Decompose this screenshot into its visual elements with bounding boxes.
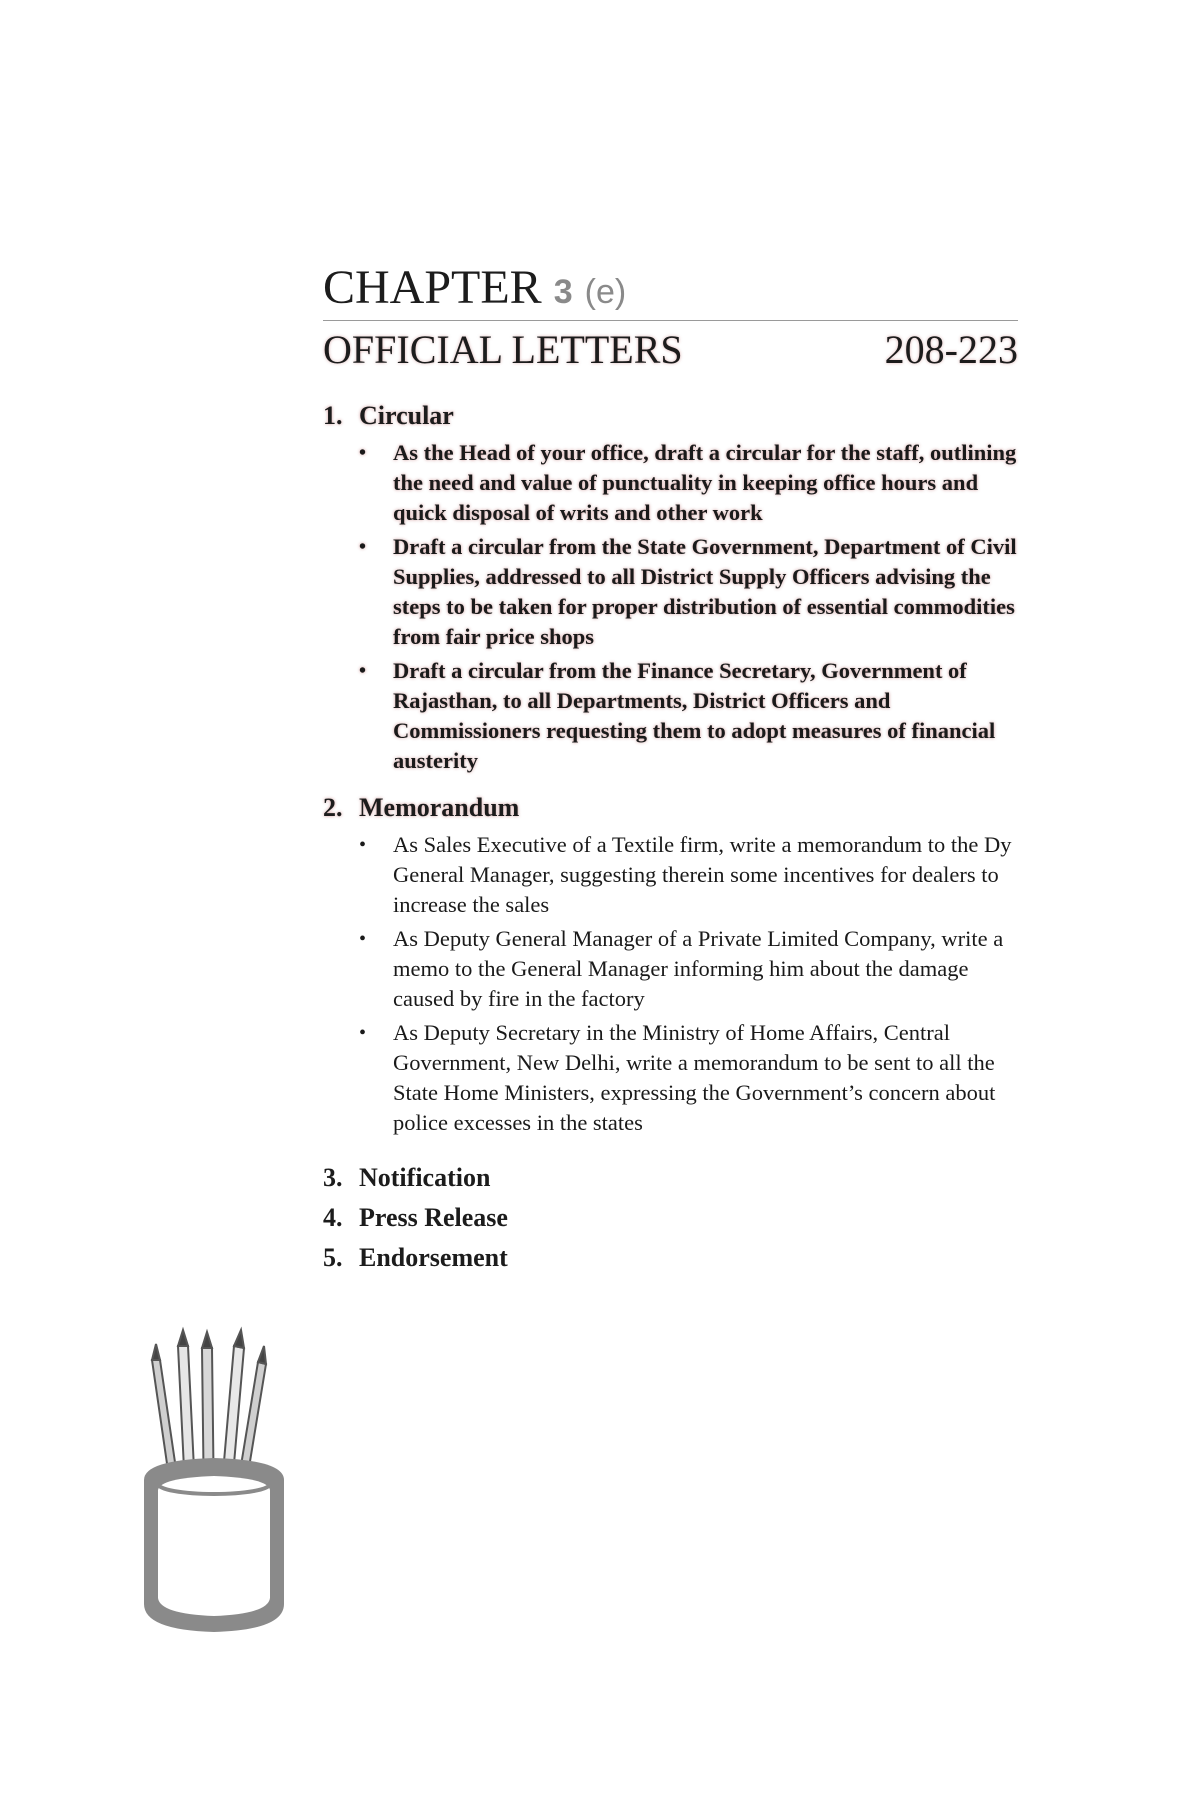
- section-memorandum: [323, 792, 1023, 1138]
- sections-list: [323, 400, 1023, 1278]
- chapter-label: CHAPTER: [323, 261, 542, 314]
- section-heading: [323, 792, 1023, 824]
- chapter-number: 3: [553, 273, 573, 311]
- section-number: 5.: [323, 1243, 343, 1272]
- section-items: [323, 830, 1023, 1138]
- list-item: • As Deputy General Manager of a Private Limited Company, write a memo to the General Manager informing him about the damage caused by fire in the factory: [393, 924, 1023, 1014]
- section-number: 2.: [323, 793, 343, 822]
- list-item: • Draft a circular from the Finance Secretary, Government of Rajasthan, to all Departments, District Officers and Commissioners requesting them to adopt measures of financial austerity: [393, 656, 1023, 776]
- section-notification: [323, 1158, 1023, 1198]
- section-number: 3.: [323, 1163, 343, 1192]
- page-range: 208-223: [884, 327, 1018, 372]
- list-item: • As Deputy Secretary in the Ministry of Home Affairs, Central Government, New Delhi, write a memorandum to be sent to all the State Home Ministers, expressing the Government’s concern about police excesses in the states: [393, 1018, 1023, 1138]
- section-title: Memorandum: [359, 793, 520, 822]
- chapter-suffix: (e): [584, 273, 627, 311]
- section-press-release: [323, 1198, 1023, 1238]
- section-circular: [323, 400, 1023, 776]
- section-number: 1.: [323, 401, 343, 430]
- chapter-title: OFFICIAL LETTERS: [323, 327, 683, 372]
- pencil-cup-icon: [138, 1320, 298, 1640]
- section-title: Notification: [359, 1163, 491, 1192]
- section-number: 4.: [323, 1203, 343, 1232]
- section-title: Circular: [359, 401, 454, 430]
- section-endorsement: [323, 1238, 1023, 1278]
- section-heading: [323, 400, 1023, 432]
- list-item: • As Sales Executive of a Textile firm, write a memorandum to the Dy General Manager, suggesting therein some incentives for dealers to increase the sales: [393, 830, 1023, 920]
- section-title: Endorsement: [359, 1243, 508, 1272]
- remaining-sections: [323, 1158, 1023, 1278]
- section-title: Press Release: [359, 1203, 508, 1232]
- list-item: • As the Head of your office, draft a circular for the staff, outlining the need and value of punctuality in keeping office hours and quick disposal of writs and other work: [393, 438, 1023, 528]
- list-item: • Draft a circular from the State Government, Department of Civil Supplies, addressed to all District Supply Officers advising the steps to be taken for proper distribution of essential commodities from fair price shops: [393, 532, 1023, 652]
- chapter-title-row: [323, 326, 1018, 373]
- chapter-heading: [323, 262, 1018, 321]
- section-items: [323, 438, 1023, 776]
